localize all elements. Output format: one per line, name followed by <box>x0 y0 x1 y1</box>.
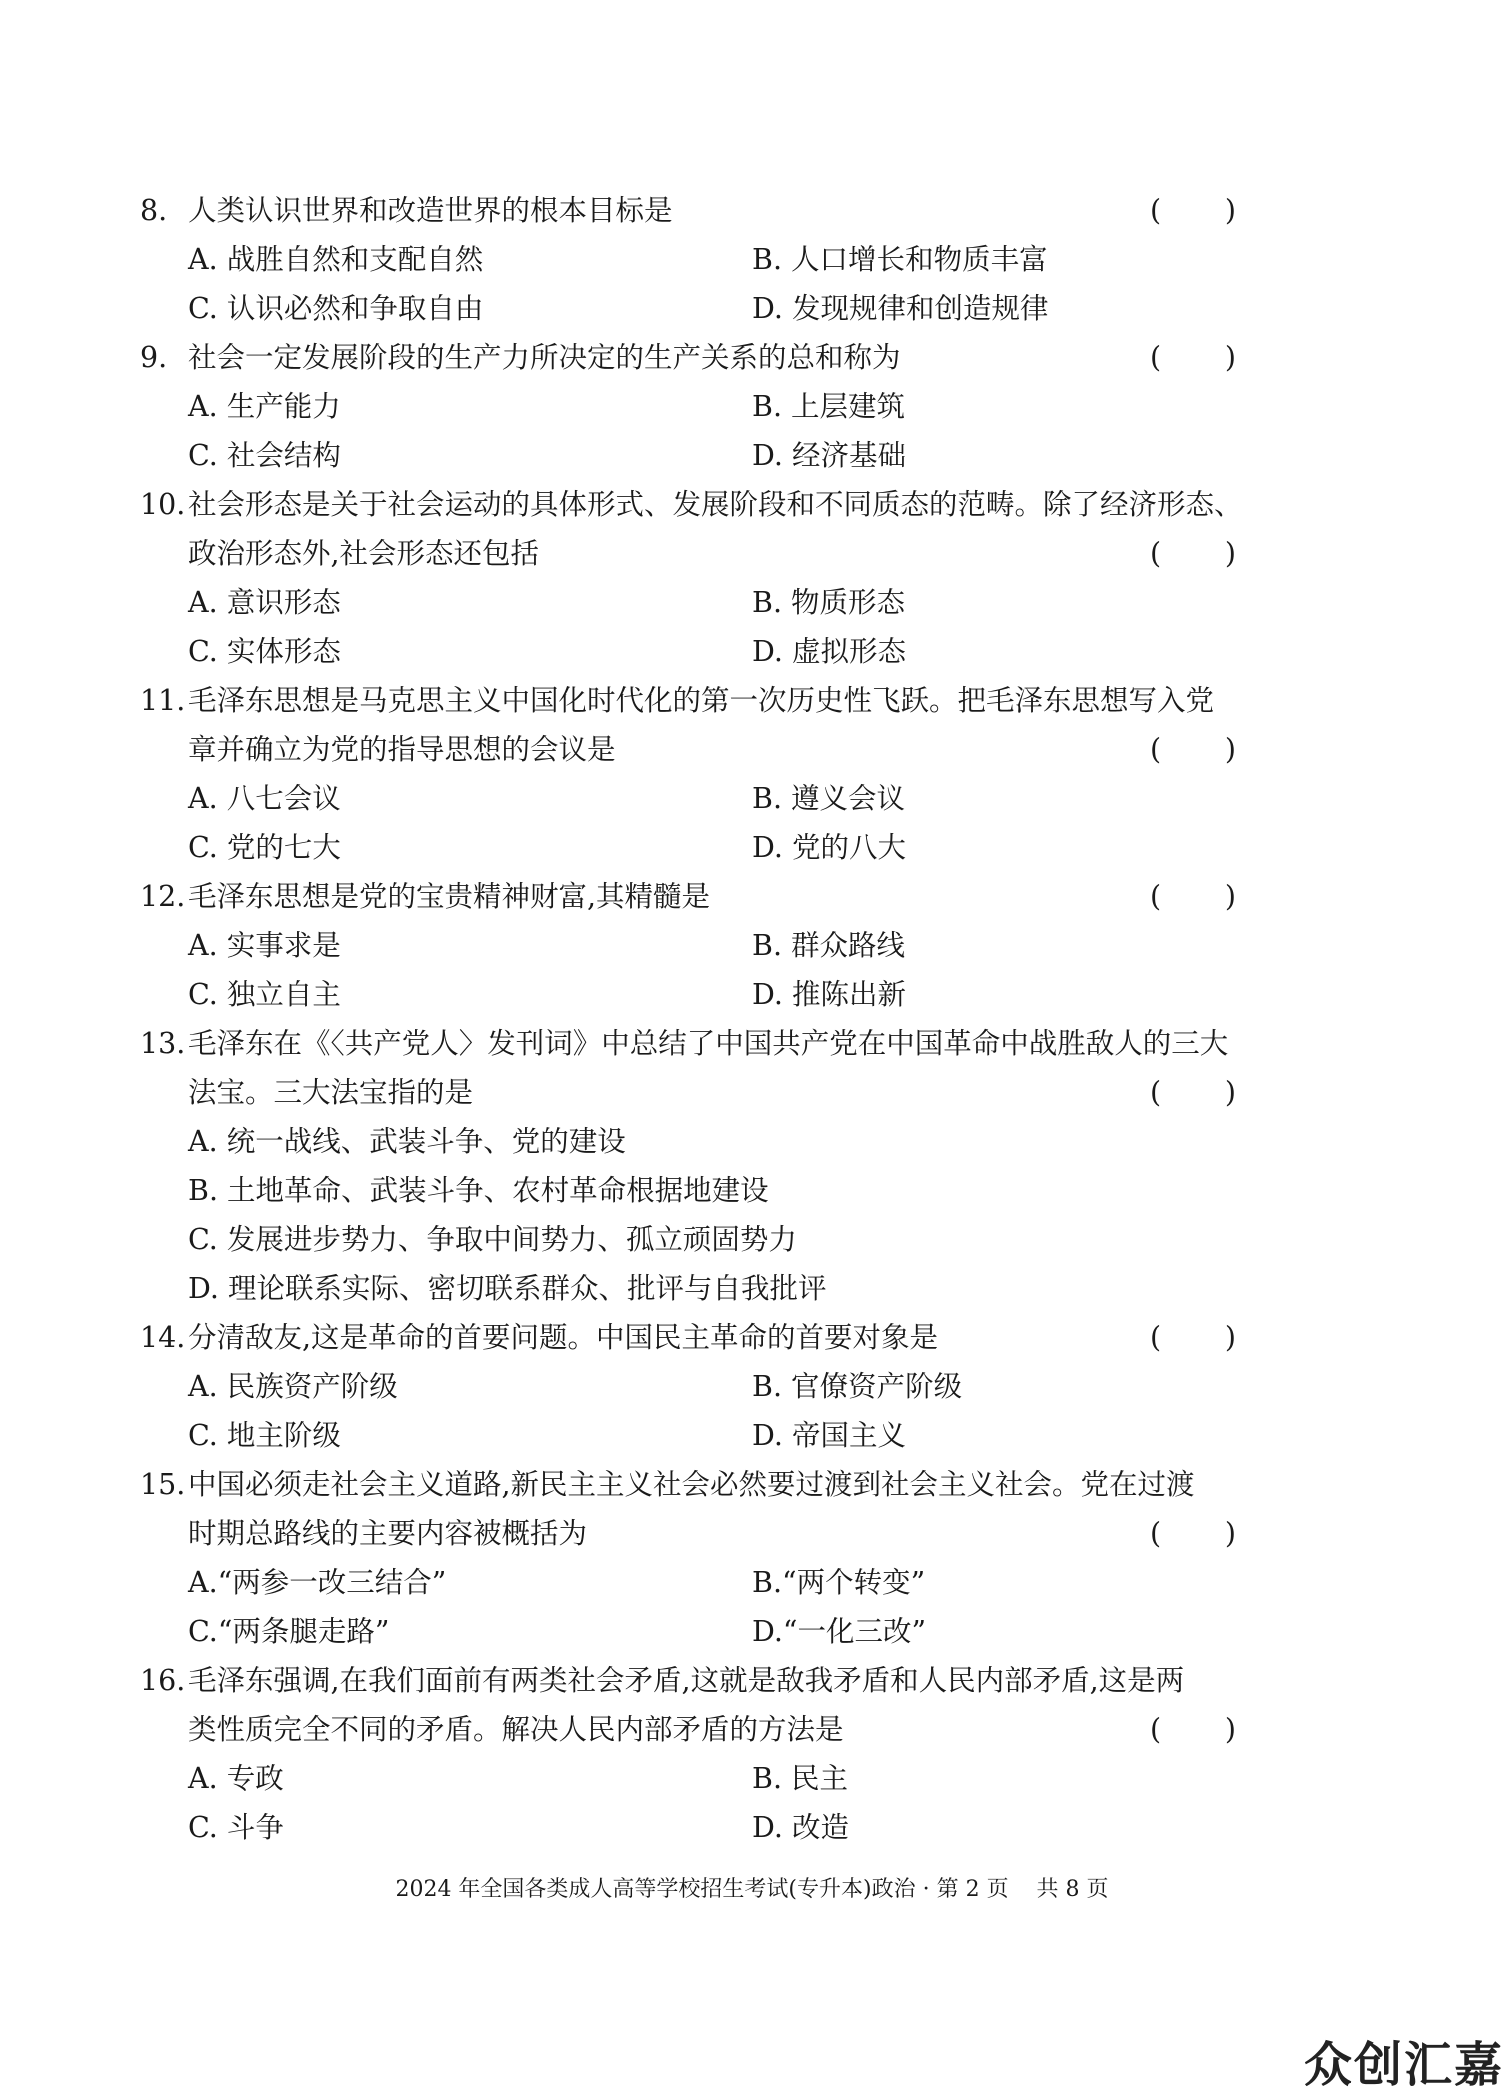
option-d: D.“一化三改” <box>752 1615 927 1648</box>
option-a: A. 八七会议 <box>188 782 341 815</box>
option-b: B. 物质形态 <box>752 586 906 619</box>
question-number: 11. <box>140 684 186 717</box>
question-number: 13. <box>140 1027 186 1060</box>
option-c: C. 斗争 <box>188 1811 284 1844</box>
option-d: D. 经济基础 <box>752 439 906 472</box>
option-c: C. 独立自主 <box>188 978 341 1011</box>
option-b: B. 上层建筑 <box>752 390 906 423</box>
option-d: D. 理论联系实际、密切联系群众、批评与自我批评 <box>188 1272 827 1305</box>
question-text: 毛泽东在《〈共产党人〉发刊词》中总结了中国共产党在中国革命中战胜敌人的三大 <box>188 1027 1229 1060</box>
answer-paren: ( ) <box>1150 1076 1236 1109</box>
option-a: A. 专政 <box>188 1762 284 1795</box>
answer-paren: ( ) <box>1150 194 1236 227</box>
option-d: D. 帝国主义 <box>752 1419 906 1452</box>
answer-paren: ( ) <box>1150 733 1236 766</box>
question-number: 10. <box>140 488 186 521</box>
option-d: D. 改造 <box>752 1811 849 1844</box>
answer-paren: ( ) <box>1150 1713 1236 1746</box>
question-number: 8. <box>140 194 168 227</box>
question-number: 9. <box>140 341 168 374</box>
question-text: 人类认识世界和改造世界的根本目标是 <box>188 194 673 227</box>
option-b: B. 遵义会议 <box>752 782 906 815</box>
question-text: 毛泽东思想是党的宝贵精神财富,其精髓是 <box>188 880 711 913</box>
option-c: C. 地主阶级 <box>188 1419 341 1452</box>
page-footer: 2024 年全国各类成人高等学校招生考试(专升本)政治 · 第 2 页 共 8 页 <box>395 1877 1109 1902</box>
question-text: 社会形态是关于社会运动的具体形式、发展阶段和不同质态的范畴。除了经济形态、 <box>188 488 1243 521</box>
option-c: C. 社会结构 <box>188 439 341 472</box>
exam-page: 8. 人类认识世界和改造世界的根本目标是 ( ) A. 战胜自然和支配自然 B. 人口增长和物质丰富 C. 认识必然和争取自由 D. 发现规律和创造规律 9. 社会一定发展阶段的生产力所决定的生产关系的总和称为 ( ) A. 生产能力 B. 上层建筑 C. 社会结构 D. 经济基础 10. 社会形态是关于社会运动的具体形式、发展阶段和不同质态的范畴。除了经济形态、 政治形态外,社会形态还包括 ( ) A. 意识形态 B. 物质形态 C. 实体形态 D. 虚拟形态 11. 毛泽东思想是马克思主义中国化时代化的第一次历史性飞跃。把毛泽东思想写入党 章并确立为党的指导思想的会议是 ( ) A. 八七会议 B. 遵义会议 C. 党的七大 D. 党的八大 12. 毛泽东思想是党的宝贵精神财富,其精髓是 ( ) A. 实事求是 B. 群众路线 C. 独立自主 D. 推陈出新 13. 毛泽东在《〈共产党人〉发刊词》中总结了中国共产党在中国革命中战胜敌人的三大 法宝。三大法宝指的是 ( ) A. 统一战线、武装斗争、党的建设 B. 土地革命、武装斗争、农村革命根据地建设 C. 发展进步势力、争取中间势力、孤立顽固势力 D. 理论联系实际、密切联系群众、批评与自我批评 14. 分清敌友,这是革命的首要问题。中国民主革命的首要对象是 ( ) A. 民族资产阶级 B. 官僚资产阶级 C. 地主阶级 D. 帝国主义 15. 中国必须走社会主义道路,新民主主义社会必然要过渡到社会主义社会。党在过渡 时期总路线的主要内容被概括为 ( ) A.“两参一改三结合” B.“两个转变” C.“两条腿走路” D.“一化三改” 16. 毛泽东强调,在我们面前有两类社会矛盾,这就是敌我矛盾和人民内部矛盾,这是两 类性质完全不同的矛盾。解决人民内部矛盾的方法是 ( ) A. 专政 B. 民主 C. 斗争 D. 改造 2024 年全国各类成人高等学校招生考试(专升本)政治 · 第 2 页 共 8 页 众创汇嘉 <box>0 0 1504 2094</box>
answer-paren: ( ) <box>1150 1321 1236 1354</box>
option-a: A. 实事求是 <box>188 929 341 962</box>
question-text: 毛泽东强调,在我们面前有两类社会矛盾,这就是敌我矛盾和人民内部矛盾,这是两 <box>188 1664 1185 1697</box>
answer-paren: ( ) <box>1150 537 1236 570</box>
option-b: B. 人口增长和物质丰富 <box>752 243 1048 276</box>
watermark: 众创汇嘉 <box>1303 2037 1504 2093</box>
option-c: C.“两条腿走路” <box>188 1615 390 1648</box>
answer-paren: ( ) <box>1150 341 1236 374</box>
option-d: D. 虚拟形态 <box>752 635 906 668</box>
option-a: A. 生产能力 <box>188 390 341 423</box>
option-b: B. 群众路线 <box>752 929 906 962</box>
option-d: D. 发现规律和创造规律 <box>752 292 1049 325</box>
option-c: C. 实体形态 <box>188 635 341 668</box>
option-b: B. 官僚资产阶级 <box>752 1370 963 1403</box>
option-d: D. 推陈出新 <box>752 978 906 1011</box>
question-text: 中国必须走社会主义道路,新民主主义社会必然要过渡到社会主义社会。党在过渡 <box>188 1468 1195 1501</box>
option-a: A.“两参一改三结合” <box>188 1566 447 1599</box>
answer-paren: ( ) <box>1150 880 1236 913</box>
question-text: 毛泽东思想是马克思主义中国化时代化的第一次历史性飞跃。把毛泽东思想写入党 <box>188 684 1215 717</box>
question-text: 社会一定发展阶段的生产力所决定的生产关系的总和称为 <box>188 341 901 374</box>
option-b: B.“两个转变” <box>752 1566 926 1599</box>
option-c: C. 发展进步势力、争取中间势力、孤立顽固势力 <box>188 1223 797 1256</box>
question-number: 12. <box>140 880 186 913</box>
option-b: B. 民主 <box>752 1762 849 1795</box>
option-c: C. 党的七大 <box>188 831 341 864</box>
option-a: A. 战胜自然和支配自然 <box>188 243 484 276</box>
question-number: 16. <box>140 1664 186 1697</box>
question-number: 15. <box>140 1468 186 1501</box>
option-c: C. 认识必然和争取自由 <box>188 292 484 325</box>
option-b: B. 土地革命、武装斗争、农村革命根据地建设 <box>188 1174 769 1207</box>
answer-paren: ( ) <box>1150 1517 1236 1550</box>
option-d: D. 党的八大 <box>752 831 906 864</box>
option-a: A. 民族资产阶级 <box>188 1370 398 1403</box>
question-text: 分清敌友,这是革命的首要问题。中国民主革命的首要对象是 <box>188 1321 939 1354</box>
option-a: A. 统一战线、武装斗争、党的建设 <box>188 1125 626 1158</box>
option-a: A. 意识形态 <box>188 586 341 619</box>
question-number: 14. <box>140 1321 186 1354</box>
